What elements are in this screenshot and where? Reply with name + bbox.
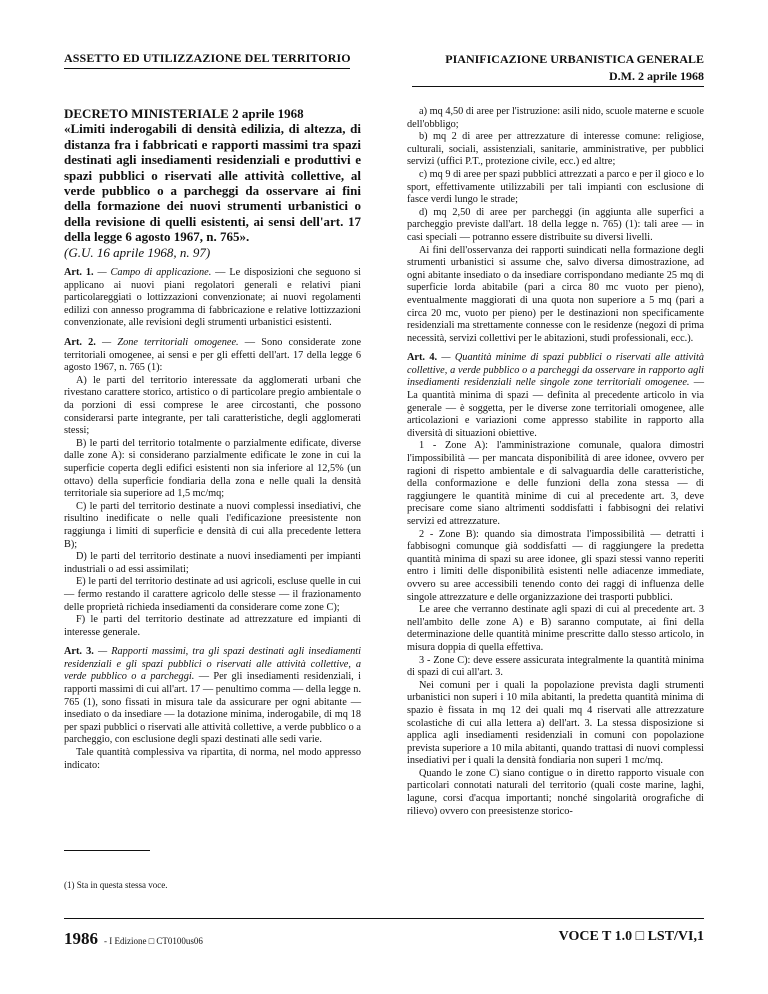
article-2-item-d: D) le parti del territorio destinate a nuovi insediamenti per impianti industriali o ad essi assimilati; [64,551,361,575]
page-number: 1986 [64,929,98,948]
header-right-line1: PIANIFICAZIONE URBANISTICA GENERALE [445,52,704,66]
footer-rule [64,918,704,919]
edition-label: - I Edizione □ CT0100us06 [104,936,203,946]
article-2-item-f: F) le parti del territorio destinate ad attrezzature ed impianti di interesse generale. [64,614,361,638]
article-2-label: Art. 2. [64,337,96,349]
article-4-zone-c: 3 - Zone C): deve essere assicurata integralmente la quantità minima di spazi di cui all'art. 3. [407,654,704,679]
article-2 [64,337,361,375]
article-2-item-b: B) le parti del territorio totalmente o parzialmente edificate, diverse dalle zone A): si considerano parzialmente edificate le zone in cui la superficie coperta degli edifici esistenti non sia inferiore al 12,5% (un ottavo) della superficie fondiaria della zona e nelle quali la densità territoriale sia superiore ad 1,5 mc/mq; [64,437,361,500]
article-3-text: — Per gli insediamenti residenziali, i rapporti massimi di cui all'art. 17 — penultimo comma — della legge n. 765 (1), sono fissati in misura tale da assicurare per ogni abitante — insediato o da insediare — la dotazione minima, inderogabile, di mq 18 per spazi pubblici o riservati alle attività collettive, a verde pubblico o a parcheggio, con esclusione degli spazi destinati alle sedi varie. [64,671,361,746]
decree-title: DECRETO MINISTERIALE 2 aprile 1968 [64,106,304,121]
article-4-areas-paragraph: Le aree che verranno destinate agli spazi di cui al precedente art. 3 nell'ambito delle zone A) e B) saranno computate, ai fini della determinazione delle quantità minime prescritte dallo stesso articolo, in misura doppia di quella effettiva. [407,604,704,653]
article-3-text2: Tale quantità complessiva va ripartita, di norma, nel modo appresso indicato: [64,747,361,771]
footnote: (1) Sta in questa stessa voce. [64,880,168,890]
article-3-item-c: c) mq 9 di aree per spazi pubblici attrezzati a parco e per il gioco e lo sport, effettivamente utilizzabili per tali impianti con esclusione di fasce verdi lungo le strade; [407,168,704,206]
left-column [64,106,361,772]
article-3-title: — Rapporti massimi, tra gli spazi destinati agli insediamenti residenziali e gli spazi pubblici o riservati alle attività collettive, a verde pubblico o a parcheggi. [64,646,362,683]
article-2-item-a: A) le parti del territorio interessate da agglomerati urbani che rivestano carattere storico, artistico o di particolare pregio ambientale o da porzioni di essi comprese le aree circostanti, che possono considerarsi parte integrante, per tali caratteristiche, degli agglomerati stessi; [64,374,361,437]
voce-label: VOCE T 1.0 □ LST/VI,1 [558,929,704,944]
article-4-small-comuni: Nei comuni per i quali la popolazione prevista dagli strumenti urbanistici non superi i 10 mila abitanti, la predetta quantità minima di spazio è fissata in mq 12 dei quali mq 4 riservati alle attrezzature scolastiche di cui alla lettera a) dell'art. 3. La stessa disposizione si applica agli insediamenti residenziali in comuni con popolazione prevista superiore a 10 mila abitanti, quando trattasi di nuovi complessi insediativi per i quali la densità fondiaria non superi 1 mc/mq. [407,679,704,767]
running-header-right [445,51,704,85]
article-3 [64,646,361,747]
article-3-item-d: d) mq 2,50 di aree per parcheggi (in aggiunta alle superfici a parcheggio previste dall'art. 18 della legge n. 765) (1): tali aree — in casi speciali — potranno essere distribuite su diversi livelli. [407,206,704,243]
article-3-label: Art. 3. [64,646,94,658]
article-4-title: — Quantità minime di spazi pubblici o riservati alle attività collettive, a verde pubblico o a parcheggi da osservare in rapporto agli insediamenti residenziali nelle singole zone territoriali omogenee. [407,352,704,389]
right-column [407,106,704,818]
article-4 [407,352,704,440]
footnote-rule [64,850,150,851]
header-right-line2: D.M. 2 aprile 1968 [609,69,704,83]
article-3-item-a: a) mq 4,50 di aree per l'istruzione: asili nido, scuole materne e scuole dell'obbligo; [407,106,704,130]
header-rule-left [64,68,350,69]
article-1-label: Art. 1. [64,267,94,279]
gazette-reference: (G.U. 16 aprile 1968, n. 97) [64,244,211,260]
header-rule-right [412,86,704,87]
article-2-item-c: C) le parti del territorio destinate a nuovi complessi insediativi, che risultino inedificate o nelle quali l'edificazione preesistente non raggiunga i limiti di superficie e densità di cui alla precedente lettera B); [64,500,361,550]
article-4-text: — La quantità minima di spazi — definita al precedente articolo in via generale — è soggetta, per le diverse zone territoriali omogenee, alle articolazioni e variazioni come appresso stabilite in rapporto alla diversità di situazioni obiettive. [407,377,704,439]
article-4-contiguous-zones: Quando le zone C) siano contigue o in diretto rapporto visuale con particolari connotati naturali del territorio (quali coste marine, laghi, lagune, corsi d'acqua importanti; nonché singolarità orografiche di rilievo) ovvero con preesistenze storico- [407,767,704,817]
article-3-text3: Ai fini dell'osservanza dei rapporti suindicati nella formazione degli strumenti urbanistici si assume che, salvo diversa dimostrazione, ad ogni abitante insediato o da insediare corrispondano mediante 25 mq di superficie lorda abitabile (pari a circa 80 mc vuoto per pieno), eventualmente maggiorati di una quota non superiore a 5 mq (pari a circa 20 mc, vuoto per pieno) per le destinazioni non specificamente residenziali ma strettamente connesse con le residenze (negozi di prima necessità, servizi collettivi per le abitazioni, studi professionali, ecc.). [407,244,704,344]
decree-subtitle: «Limiti inderogabili di densità edilizia, di altezza, di distanza fra i fabbricati e rapporti massimi tra spazi destinati agli insediamenti residenziali e produttivi e spazi pubblici o riservati alle attività collettive, al verde pubblico o a parcheggi da osservare ai fini della formazione dei nuovi strumenti urbanistici o della revisione di quelli esistenti, ai sensi dell'art. 17 della legge 6 agosto 1967, n. 765». [64,121,361,245]
article-2-item-e: E) le parti del territorio destinate ad usi agricoli, escluse quelle in cui — fermo restando il carattere agricolo delle stesse — il frazionamento delle proprietà richieda insediamenti da considerare come zone C); [64,576,361,613]
running-header-left: ASSETTO ED UTILIZZAZIONE DEL TERRITORIO [64,51,351,65]
article-3-item-b: b) mq 2 di aree per attrezzature di interesse comune: religiose, culturali, sociali, assistenziali, sanitarie, amministrative, per pubblici servizi (uffici P.T., protezione civile, ecc.) ed altre; [407,131,704,168]
article-2-text: — Sono considerate zone territoriali omogenee, ai sensi e per gli effetti dell'art. 17 della legge 6 agosto 1967, n. 765 (1): [64,337,362,374]
article-4-zone-b: 2 - Zone B): quando sia dimostrata l'impossibilità — detratti i fabbisogni comunque già soddisfatti — di raggiungere la predetta quantità minima di spazi su aree idonee, gli spazi stessi vanno reperiti entro i limiti delle disponibilità esistenti nelle adiacenze immediate, ovvero su aree accessibili tenendo conto dei raggi di influenza delle singole attrezzature e delle organizzazione dei trasporti pubblici. [407,528,704,603]
article-1-title: — Campo di applicazione. [97,267,212,279]
article-1-text: — Le disposizioni che seguono si applicano ai nuovi piani regolatori generali e relativi piani particolareggiati o lottizzazioni convenzionate; ai nuovi regolamenti edilizi con annesso programma di fabbricazione e relative lottizzazioni convenzionate, alle revisioni degli strumenti urbanistici esistenti. [64,267,361,329]
article-4-zone-a: 1 - Zone A): l'amministrazione comunale, qualora dimostri l'impossibilità — per mancata disponibilità di aree idonee, ovvero per ragioni di rispetto ambientale e di salvaguardia delle caratteristiche, della conformazione e delle funzioni della zona stessa — di raggiungere le quantità minime di cui al precedente art. 3, deve precisare come siano altrimenti soddisfatti i fabbisogni dei relativi servizi ed attrezzature. [407,440,704,527]
article-2-title: — Zone territoriali omogenee. [102,337,239,349]
footer-left [64,929,203,949]
article-4-label: Art. 4. [407,352,438,364]
article-1 [64,267,361,330]
